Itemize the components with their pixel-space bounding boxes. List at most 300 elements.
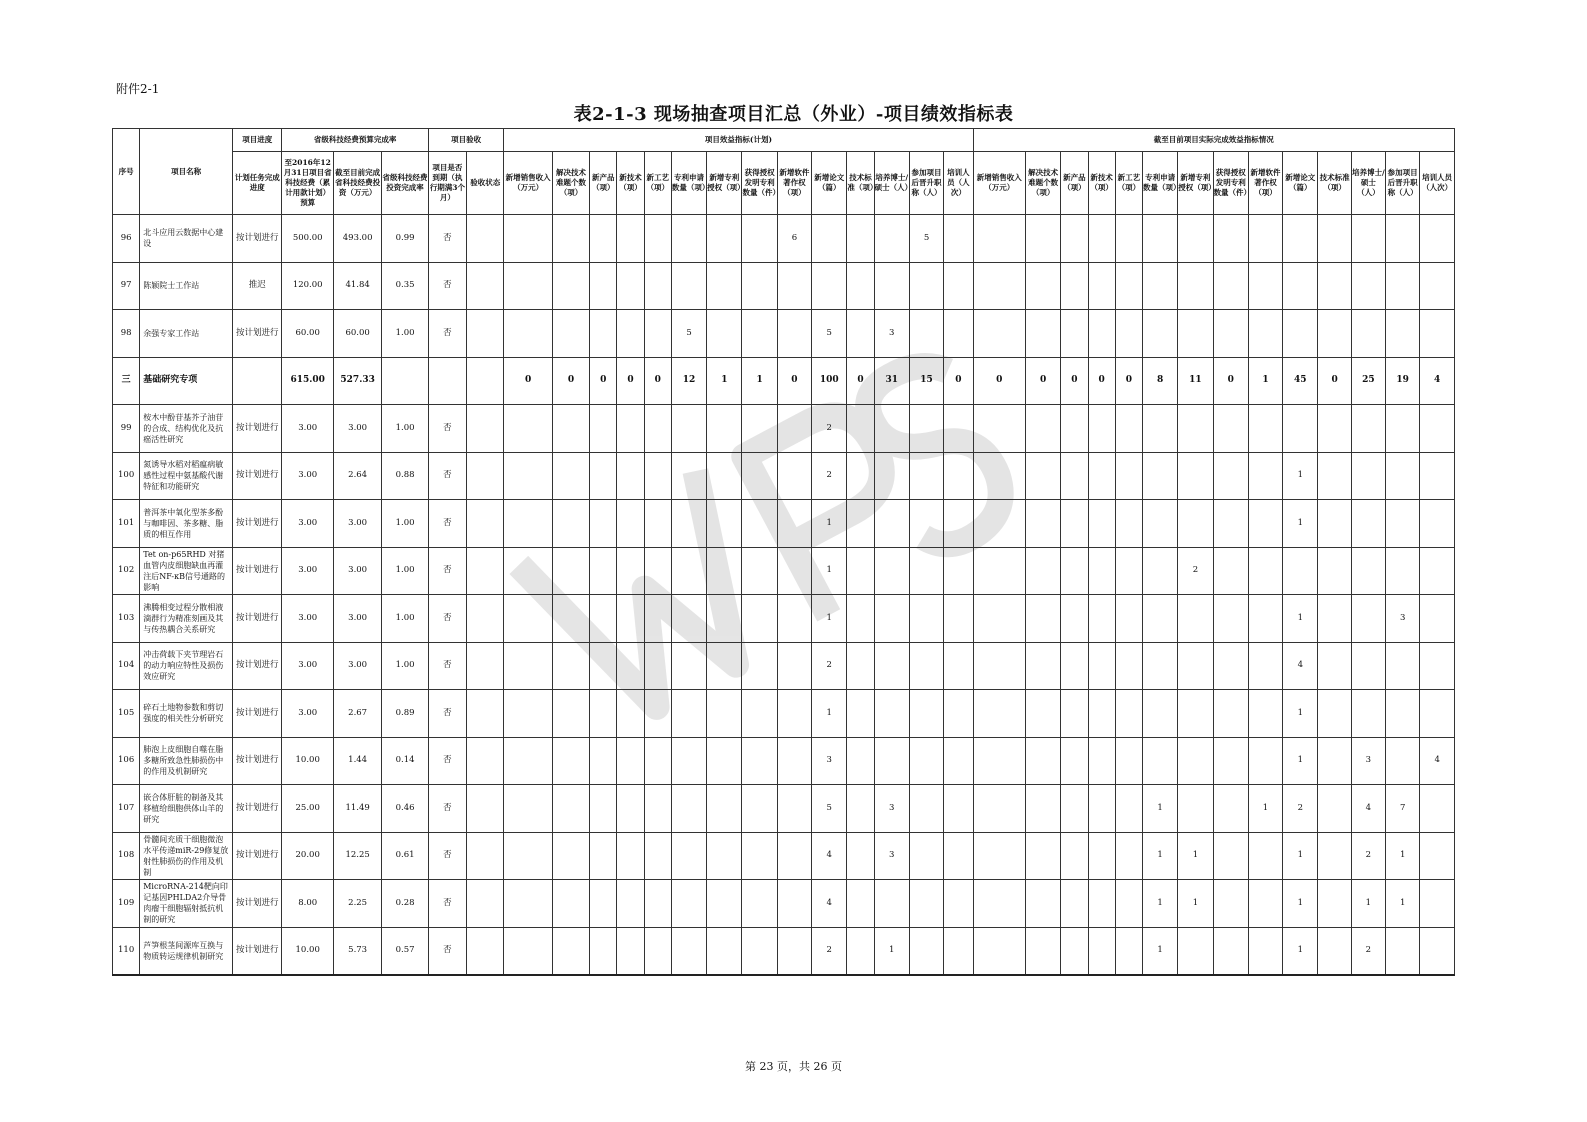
cell-rate: 1.00 [382, 405, 428, 453]
cell-plan-indicator [552, 547, 589, 595]
cell-plan-indicator [617, 262, 644, 310]
cell-plan-indicator: 2 [812, 927, 847, 975]
cell-plan-indicator [504, 642, 552, 690]
cell-plan-indicator [742, 405, 777, 453]
header-actual-indicator-9: 新增论文（篇） [1283, 152, 1318, 215]
cell-actual-indicator [1213, 880, 1248, 928]
cell-actual-indicator [1213, 642, 1248, 690]
cell-actual-indicator: 0 [1318, 357, 1351, 405]
cell-actual-indicator [1318, 310, 1351, 358]
header-status: 验收状态 [467, 152, 504, 215]
header-plan-indicator-9: 新增论文（篇） [812, 152, 847, 215]
table-row [113, 880, 1455, 928]
table-row [113, 785, 1455, 833]
cell-actual-indicator [1178, 737, 1213, 785]
cell-plan-indicator [874, 215, 909, 263]
cell-rate: 0.89 [382, 690, 428, 738]
header-actual-indicator-3: 新技术（项） [1088, 152, 1115, 215]
cell-plan-indicator [742, 785, 777, 833]
cell-actual-indicator [1115, 690, 1142, 738]
cell-plan-indicator [742, 595, 777, 643]
cell-plan-indicator [742, 262, 777, 310]
cell-plan-indicator [590, 642, 617, 690]
cell-actual-indicator [1088, 785, 1115, 833]
cell-actual-indicator: 1 [1283, 737, 1318, 785]
cell-actual-indicator [1088, 262, 1115, 310]
cell-spent: 3.00 [333, 500, 381, 548]
cell-budget: 615.00 [282, 357, 333, 405]
cell-actual-indicator [1115, 310, 1142, 358]
cell-actual-indicator [1386, 405, 1420, 453]
cell-actual-indicator: 1 [1142, 785, 1177, 833]
cell-plan-indicator [617, 452, 644, 500]
cell-rate: 0.46 [382, 785, 428, 833]
cell-actual-indicator [1351, 547, 1385, 595]
cell-plan-indicator: 1 [812, 500, 847, 548]
cell-actual-indicator [1420, 690, 1455, 738]
cell-actual-indicator [1386, 262, 1420, 310]
cell-plan-indicator [847, 452, 874, 500]
cell-actual-indicator [1318, 785, 1351, 833]
cell-plan-indicator [644, 785, 671, 833]
cell-actual-indicator [1088, 880, 1115, 928]
cell-budget: 8.00 [282, 880, 333, 928]
cell-plan-indicator [552, 500, 589, 548]
cell-plan-indicator [590, 215, 617, 263]
header-group-budget: 省级科技经费预算完成率 [282, 129, 428, 152]
cell-plan-indicator: 4 [812, 880, 847, 928]
cell-actual-indicator [1142, 642, 1177, 690]
cell-actual-indicator [1115, 642, 1142, 690]
cell-plan-indicator [874, 642, 909, 690]
cell-status [467, 832, 504, 880]
cell-actual-indicator: 0 [1213, 357, 1248, 405]
cell-plan-indicator [644, 310, 671, 358]
cell-actual-indicator [973, 310, 1025, 358]
cell-actual-indicator [1088, 737, 1115, 785]
cell-plan-indicator [707, 452, 742, 500]
cell-plan-indicator [644, 547, 671, 595]
cell-spent: 3.00 [333, 547, 381, 595]
cell-plan-indicator [847, 405, 874, 453]
header-plan-indicator-1: 解决技术难题个数（项） [552, 152, 589, 215]
cell-plan-indicator [874, 262, 909, 310]
table-row [113, 832, 1455, 880]
header-actual-indicator-12: 参加项目后晋升职称（人） [1386, 152, 1420, 215]
cell-plan-indicator: 5 [812, 310, 847, 358]
cell-plan-indicator: 3 [874, 785, 909, 833]
cell-plan-indicator [617, 310, 644, 358]
cell-progress: 按计划进行 [233, 547, 282, 595]
cell-plan-indicator [909, 310, 943, 358]
cell-actual-indicator: 0 [1025, 357, 1060, 405]
cell-actual-indicator [1025, 880, 1060, 928]
cell-spent: 11.49 [333, 785, 381, 833]
cell-plan-indicator [644, 832, 671, 880]
cell-plan-indicator [644, 500, 671, 548]
cell-actual-indicator [1025, 215, 1060, 263]
cell-actual-indicator [1213, 500, 1248, 548]
cell-actual-indicator [1061, 215, 1088, 263]
cell-rate: 0.35 [382, 262, 428, 310]
cell-spent: 527.33 [333, 357, 381, 405]
cell-plan-indicator [777, 880, 811, 928]
cell-actual-indicator [1283, 215, 1318, 263]
cell-actual-indicator [1213, 405, 1248, 453]
cell-plan-indicator [504, 690, 552, 738]
cell-actual-indicator [1248, 215, 1282, 263]
cell-plan-indicator [742, 310, 777, 358]
cell-rate: 0.28 [382, 880, 428, 928]
header-actual-indicator-11: 培养博士/硕士（人） [1351, 152, 1385, 215]
cell-actual-indicator [1248, 547, 1282, 595]
cell-status [467, 262, 504, 310]
cell-plan-indicator [944, 215, 973, 263]
cell-actual-indicator [1115, 927, 1142, 975]
cell-plan-indicator [504, 215, 552, 263]
cell-actual-indicator [1061, 737, 1088, 785]
cell-name: 芦笋根茎间源库互换与物质转运规律机制研究 [140, 927, 233, 975]
cell-actual-indicator [1351, 595, 1385, 643]
header-actual-indicator-5: 专利申请数量（项） [1142, 152, 1177, 215]
cell-name: 沸腾相变过程分散相液滴群行为精准刻画及其与传热耦合关系研究 [140, 595, 233, 643]
cell-actual-indicator: 1 [1142, 880, 1177, 928]
cell-plan-indicator [777, 262, 811, 310]
cell-actual-indicator [1061, 832, 1088, 880]
cell-actual-indicator [1061, 595, 1088, 643]
cell-status [467, 642, 504, 690]
cell-plan-indicator: 6 [777, 215, 811, 263]
cell-plan-indicator [617, 500, 644, 548]
cell-plan-indicator [909, 832, 943, 880]
cell-plan-indicator [944, 737, 973, 785]
cell-plan-indicator [742, 215, 777, 263]
cell-plan-indicator [552, 927, 589, 975]
cell-plan-indicator: 1 [812, 547, 847, 595]
cell-actual-indicator [973, 262, 1025, 310]
cell-plan-indicator [909, 595, 943, 643]
cell-actual-indicator [1283, 547, 1318, 595]
table-row [113, 452, 1455, 500]
header-seq: 序号 [113, 129, 140, 215]
cell-due: 否 [428, 500, 466, 548]
cell-budget: 3.00 [282, 642, 333, 690]
table-row [113, 215, 1455, 263]
cell-progress: 按计划进行 [233, 215, 282, 263]
cell-seq: 104 [113, 642, 140, 690]
cell-actual-indicator: 1 [1283, 927, 1318, 975]
cell-name: 余强专家工作站 [140, 310, 233, 358]
cell-plan-indicator [944, 452, 973, 500]
cell-plan-indicator [590, 452, 617, 500]
cell-actual-indicator [1386, 927, 1420, 975]
cell-plan-indicator [644, 642, 671, 690]
cell-actual-indicator: 1 [1142, 927, 1177, 975]
cell-actual-indicator [1420, 595, 1455, 643]
cell-name: MicroRNA-214靶向印记基因PHLDA2介导骨肉瘤干细胞辐射抵抗机制的研究 [140, 880, 233, 928]
cell-progress [233, 357, 282, 405]
cell-seq: 98 [113, 310, 140, 358]
cell-actual-indicator: 2 [1283, 785, 1318, 833]
cell-plan-indicator [909, 405, 943, 453]
cell-plan-indicator [504, 737, 552, 785]
cell-actual-indicator [1420, 832, 1455, 880]
cell-progress: 按计划进行 [233, 405, 282, 453]
cell-actual-indicator [973, 500, 1025, 548]
cell-plan-indicator [707, 832, 742, 880]
cell-plan-indicator [552, 452, 589, 500]
cell-progress: 按计划进行 [233, 500, 282, 548]
cell-actual-indicator [1178, 405, 1213, 453]
cell-due: 否 [428, 927, 466, 975]
cell-due: 否 [428, 785, 466, 833]
cell-actual-indicator [1061, 405, 1088, 453]
header-plan-indicator-3: 新技术（项） [617, 152, 644, 215]
cell-plan-indicator [504, 310, 552, 358]
cell-plan-indicator [812, 262, 847, 310]
cell-rate: 0.88 [382, 452, 428, 500]
cell-plan-indicator [944, 642, 973, 690]
cell-actual-indicator [1213, 452, 1248, 500]
cell-plan-indicator [909, 452, 943, 500]
cell-actual-indicator [1088, 310, 1115, 358]
cell-actual-indicator [1248, 832, 1282, 880]
cell-progress: 按计划进行 [233, 310, 282, 358]
cell-plan-indicator: 0 [777, 357, 811, 405]
cell-actual-indicator: 4 [1283, 642, 1318, 690]
cell-plan-indicator [847, 690, 874, 738]
cell-budget: 3.00 [282, 690, 333, 738]
cell-plan-indicator [847, 832, 874, 880]
cell-rate: 1.00 [382, 310, 428, 358]
header-plan-indicator-7: 获得授权发明专利数量（件） [742, 152, 777, 215]
cell-plan-indicator [552, 595, 589, 643]
cell-seq: 100 [113, 452, 140, 500]
cell-actual-indicator: 0 [1115, 357, 1142, 405]
cell-plan-indicator [874, 547, 909, 595]
cell-budget: 3.00 [282, 595, 333, 643]
cell-due: 否 [428, 690, 466, 738]
cell-actual-indicator [1248, 927, 1282, 975]
header-actual-indicator-1: 解决技术难题个数（项） [1025, 152, 1060, 215]
cell-seq: 101 [113, 500, 140, 548]
cell-plan-indicator [777, 547, 811, 595]
cell-actual-indicator [1213, 547, 1248, 595]
cell-actual-indicator: 1 [1178, 832, 1213, 880]
cell-actual-indicator: 19 [1386, 357, 1420, 405]
header-due: 项目是否到期（执行期满3个月） [428, 152, 466, 215]
cell-actual-indicator [973, 832, 1025, 880]
cell-actual-indicator [1061, 642, 1088, 690]
header-row-columns [113, 152, 1455, 215]
cell-plan-indicator [742, 642, 777, 690]
cell-plan-indicator [944, 690, 973, 738]
cell-actual-indicator [1061, 310, 1088, 358]
cell-due [428, 357, 466, 405]
header-actual-indicator-10: 技术标准（项） [1318, 152, 1351, 215]
cell-actual-indicator: 1 [1351, 880, 1385, 928]
cell-plan-indicator [874, 452, 909, 500]
cell-plan-indicator [874, 595, 909, 643]
cell-plan-indicator [707, 642, 742, 690]
cell-plan-indicator [671, 690, 706, 738]
cell-spent: 2.64 [333, 452, 381, 500]
cell-actual-indicator [1025, 262, 1060, 310]
cell-plan-indicator [671, 737, 706, 785]
cell-actual-indicator: 4 [1351, 785, 1385, 833]
cell-actual-indicator [1178, 927, 1213, 975]
cell-actual-indicator [1318, 595, 1351, 643]
cell-due: 否 [428, 405, 466, 453]
cell-seq: 99 [113, 405, 140, 453]
cell-name: 骨髓间充质干细胞微泡水平传递miR-29修复放射性肺损伤的作用及机制 [140, 832, 233, 880]
cell-actual-indicator [973, 595, 1025, 643]
cell-budget: 3.00 [282, 547, 333, 595]
cell-status [467, 452, 504, 500]
cell-seq: 109 [113, 880, 140, 928]
cell-plan-indicator [777, 785, 811, 833]
cell-name: 桉木中酚苷基芥子油苷的合成、结构优化及抗癌活性研究 [140, 405, 233, 453]
cell-plan-indicator [707, 927, 742, 975]
cell-progress: 推迟 [233, 262, 282, 310]
table-body [113, 215, 1455, 976]
cell-plan-indicator [644, 452, 671, 500]
cell-plan-indicator [590, 690, 617, 738]
cell-actual-indicator [973, 547, 1025, 595]
cell-actual-indicator: 3 [1351, 737, 1385, 785]
cell-actual-indicator [1025, 737, 1060, 785]
cell-actual-indicator [1061, 927, 1088, 975]
cell-actual-indicator: 7 [1386, 785, 1420, 833]
cell-plan-indicator [777, 832, 811, 880]
cell-actual-indicator [1178, 452, 1213, 500]
cell-actual-indicator: 45 [1283, 357, 1318, 405]
cell-plan-indicator [617, 737, 644, 785]
header-group-acceptance: 项目验收 [428, 129, 504, 152]
cell-plan-indicator: 2 [812, 642, 847, 690]
cell-plan-indicator [944, 500, 973, 548]
cell-budget: 60.00 [282, 310, 333, 358]
cell-actual-indicator [1386, 690, 1420, 738]
cell-plan-indicator [777, 500, 811, 548]
cell-plan-indicator [874, 405, 909, 453]
cell-actual-indicator [1115, 452, 1142, 500]
cell-actual-indicator [1318, 832, 1351, 880]
cell-actual-indicator [1318, 215, 1351, 263]
cell-seq: 102 [113, 547, 140, 595]
cell-actual-indicator: 1 [1283, 690, 1318, 738]
cell-progress: 按计划进行 [233, 927, 282, 975]
cell-actual-indicator [1025, 642, 1060, 690]
cell-plan-indicator [707, 500, 742, 548]
header-progress: 计划任务完成进度 [233, 152, 282, 215]
cell-actual-indicator [1213, 262, 1248, 310]
cell-actual-indicator [1318, 737, 1351, 785]
cell-status [467, 927, 504, 975]
header-spent: 截至目前完成省科技经费投资（万元） [333, 152, 381, 215]
cell-plan-indicator [777, 690, 811, 738]
cell-plan-indicator [617, 547, 644, 595]
cell-spent: 3.00 [333, 642, 381, 690]
cell-plan-indicator [504, 785, 552, 833]
header-group-plan: 项目效益指标(计划) [504, 129, 973, 152]
header-group-actual: 截至目前项目实际完成效益指标情况 [973, 129, 1454, 152]
cell-actual-indicator [1420, 785, 1455, 833]
cell-plan-indicator [847, 642, 874, 690]
cell-plan-indicator [671, 500, 706, 548]
cell-actual-indicator: 0 [1061, 357, 1088, 405]
cell-spent: 493.00 [333, 215, 381, 263]
cell-actual-indicator [1088, 547, 1115, 595]
cell-plan-indicator [874, 737, 909, 785]
cell-plan-indicator: 0 [644, 357, 671, 405]
cell-rate: 0.57 [382, 927, 428, 975]
cell-actual-indicator [1351, 642, 1385, 690]
table-row [113, 500, 1455, 548]
header-plan-indicator-6: 新增专利授权（项） [707, 152, 742, 215]
cell-due: 否 [428, 642, 466, 690]
cell-plan-indicator [777, 452, 811, 500]
cell-actual-indicator [1178, 310, 1213, 358]
cell-actual-indicator: 2 [1351, 927, 1385, 975]
cell-actual-indicator [1115, 215, 1142, 263]
cell-actual-indicator [1248, 310, 1282, 358]
cell-plan-indicator [707, 547, 742, 595]
cell-plan-indicator [944, 832, 973, 880]
cell-actual-indicator: 3 [1386, 595, 1420, 643]
cell-spent: 12.25 [333, 832, 381, 880]
cell-plan-indicator [742, 927, 777, 975]
cell-actual-indicator [1115, 547, 1142, 595]
cell-progress: 按计划进行 [233, 642, 282, 690]
cell-actual-indicator [1420, 927, 1455, 975]
cell-plan-indicator [742, 737, 777, 785]
cell-plan-indicator [504, 452, 552, 500]
cell-plan-indicator [617, 880, 644, 928]
table-row [113, 405, 1455, 453]
cell-actual-indicator: 1 [1386, 832, 1420, 880]
cell-seq: 96 [113, 215, 140, 263]
cell-name: 冲击荷载下夹节理岩石的动力响应特性及损伤效应研究 [140, 642, 233, 690]
cell-plan-indicator [504, 880, 552, 928]
cell-plan-indicator [847, 547, 874, 595]
cell-due: 否 [428, 452, 466, 500]
cell-actual-indicator [1248, 737, 1282, 785]
header-plan-indicator-10: 技术标准（项） [847, 152, 874, 215]
cell-plan-indicator [671, 405, 706, 453]
cell-plan-indicator [909, 262, 943, 310]
cell-actual-indicator [1420, 452, 1455, 500]
cell-actual-indicator [1115, 785, 1142, 833]
cell-plan-indicator [644, 215, 671, 263]
cell-actual-indicator [1213, 215, 1248, 263]
cell-actual-indicator [973, 880, 1025, 928]
cell-plan-indicator [707, 880, 742, 928]
cell-actual-indicator [1213, 595, 1248, 643]
cell-name: 嵌合体肝脏的制备及其移植给细胞供体山羊的研究 [140, 785, 233, 833]
cell-budget: 120.00 [282, 262, 333, 310]
cell-plan-indicator [552, 262, 589, 310]
cell-plan-indicator [504, 547, 552, 595]
cell-rate: 0.99 [382, 215, 428, 263]
cell-actual-indicator [973, 642, 1025, 690]
header-plan-indicator-2: 新产品（项） [590, 152, 617, 215]
header-plan-indicator-4: 新工艺（项） [644, 152, 671, 215]
cell-actual-indicator [1115, 832, 1142, 880]
cell-plan-indicator [552, 737, 589, 785]
section-row [113, 357, 1455, 405]
cell-actual-indicator [1142, 310, 1177, 358]
